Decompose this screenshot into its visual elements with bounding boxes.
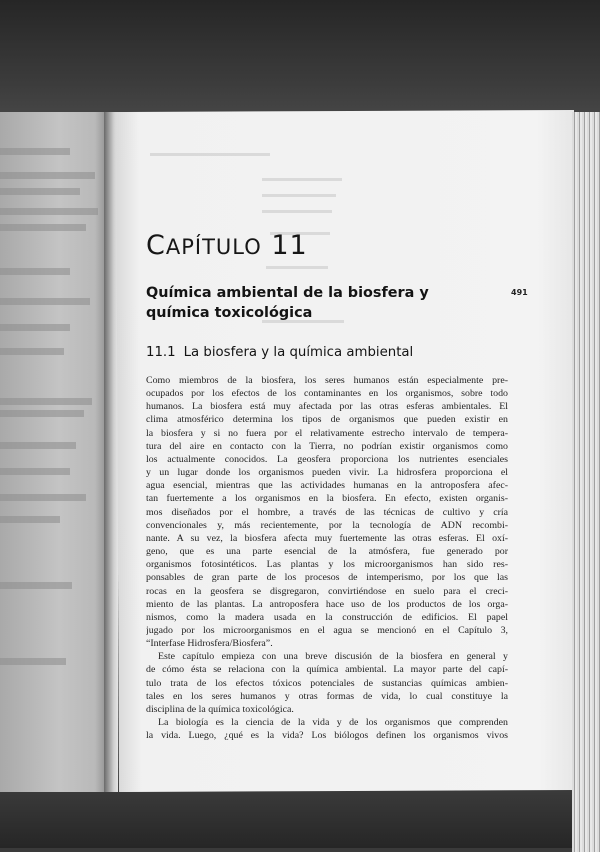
text-line: nismos, como la madera usada en la construcción de edificios. El papel — [146, 611, 508, 623]
section-heading — [146, 345, 413, 360]
left-page-text-line — [0, 442, 76, 449]
text-line: tan fuertemente a los organismos en la biosfera. En efecto, existen organis- — [146, 493, 508, 505]
left-page-text-line — [0, 658, 66, 665]
text-line: mos diseñados por el hombre, a través de las técnicas de cultivo y cría — [146, 506, 508, 518]
left-page-text-line — [0, 582, 72, 589]
text-line: convencionales y, más recientemente, por la tecnología de ADN recombi- — [146, 519, 508, 531]
text-line: jugado por los microorganismos en el agua se mencionó en el Capítulo 3, — [146, 624, 508, 636]
text-line: rocas en la geosfera se disgregaron, convirtiéndose en suelo para el creci- — [146, 585, 508, 597]
text-line: La biología es la ciencia de la vida y de los organismos que comprenden — [158, 717, 508, 729]
page-edges — [572, 112, 600, 852]
left-page-text-line — [0, 410, 84, 417]
text-line: tulo trata de los efectos tóxicos potenciales de sustancias químicas ambien- — [146, 677, 508, 689]
left-page-text-line — [0, 188, 80, 195]
chapter-heading: Química ambiental de la biosfera y química toxicológica — [146, 285, 429, 321]
text-line: clima atmosférico determina los tipos de organismos que pueden existir en — [146, 414, 508, 426]
text-line: la biosfera y si no fuera por el relativamente estrecho intervalo de tempera- — [146, 427, 508, 439]
left-page-text-line — [0, 468, 70, 475]
text-line: y un lugar donde los organismos pueden vivir. La hidrosfera proporciona el — [146, 467, 508, 479]
left-page-text-line — [0, 494, 86, 501]
left-page-text-line — [0, 298, 90, 305]
text-line: ponsables de gran parte de los procesos de intemperismo, por los que las — [146, 572, 508, 584]
top-background — [0, 0, 600, 120]
left-page-text-line — [0, 172, 95, 179]
left-page-text-line — [0, 398, 92, 405]
left-page-text-line — [0, 224, 86, 231]
show-through-text — [262, 194, 336, 197]
text-line: agua esencial, mientras que las actividades humanas en la antroposfera afec- — [146, 480, 508, 492]
text-line: la vida. Luego, ¿qué es la vida? Los biólogos definen los organismos vivos — [146, 730, 508, 742]
text-line: nante. A su vez, la biosfera afecta muy fuertemente las otras esferas. El oxí- — [146, 532, 508, 544]
page-number: 491 — [511, 288, 528, 297]
text-line: Como miembros de la biosfera, los seres humanos están especialmente pre- — [146, 375, 508, 386]
show-through-text — [262, 210, 332, 213]
text-line: humanos. La biosfera está muy afectada por las otras esferas ambientales. El — [146, 401, 508, 413]
left-page-text-line — [0, 208, 98, 215]
text-line: Este capítulo empieza con una breve discusión de la biosfera en general y — [158, 651, 508, 663]
left-page-text-line — [0, 348, 64, 355]
chapter-title: CAPÍTULO 11 — [146, 230, 308, 261]
show-through-text — [150, 153, 270, 156]
section-title: La biosfera y la química ambiental — [183, 345, 414, 360]
text-line: miento de las plantas. La antroposfera hace uso de los productos de los orga- — [146, 598, 508, 610]
text-line: geno, que es una parte esencial de la atmósfera, fue generado por — [146, 546, 508, 558]
section-number: 11.1 — [146, 345, 176, 360]
left-page-text-line — [0, 324, 70, 331]
show-through-text — [262, 178, 342, 181]
left-page — [0, 112, 108, 792]
text-line: los actualmente conocidos. La geosfera proporciona los nutrientes esenciales — [146, 453, 508, 465]
text-line: tura del aire en contacto con la Tierra, no podrían existir organismos como — [146, 440, 508, 452]
text-line: “Interfase Hidrosfera/Biosfera”. — [146, 638, 273, 650]
left-page-text-line — [0, 516, 60, 523]
text-line: de cómo ésta se relaciona con la química ambiental. La mayor parte del capí- — [146, 664, 508, 676]
text-line: organismos fotosintéticos. Las plantas y los microorganismos han sido res- — [146, 559, 508, 571]
text-line: ocupados por los efectos de los contaminantes en los organismos, sobre todo — [146, 388, 508, 400]
text-line: tales en los seres humanos y otras formas de vida, lo cual constituye la — [146, 690, 508, 702]
text-line: disciplina de la química toxicológica. — [146, 703, 294, 715]
show-through-text — [266, 266, 328, 269]
left-page-text-line — [0, 148, 70, 155]
body-text — [146, 374, 508, 742]
left-page-text-line — [0, 268, 70, 275]
